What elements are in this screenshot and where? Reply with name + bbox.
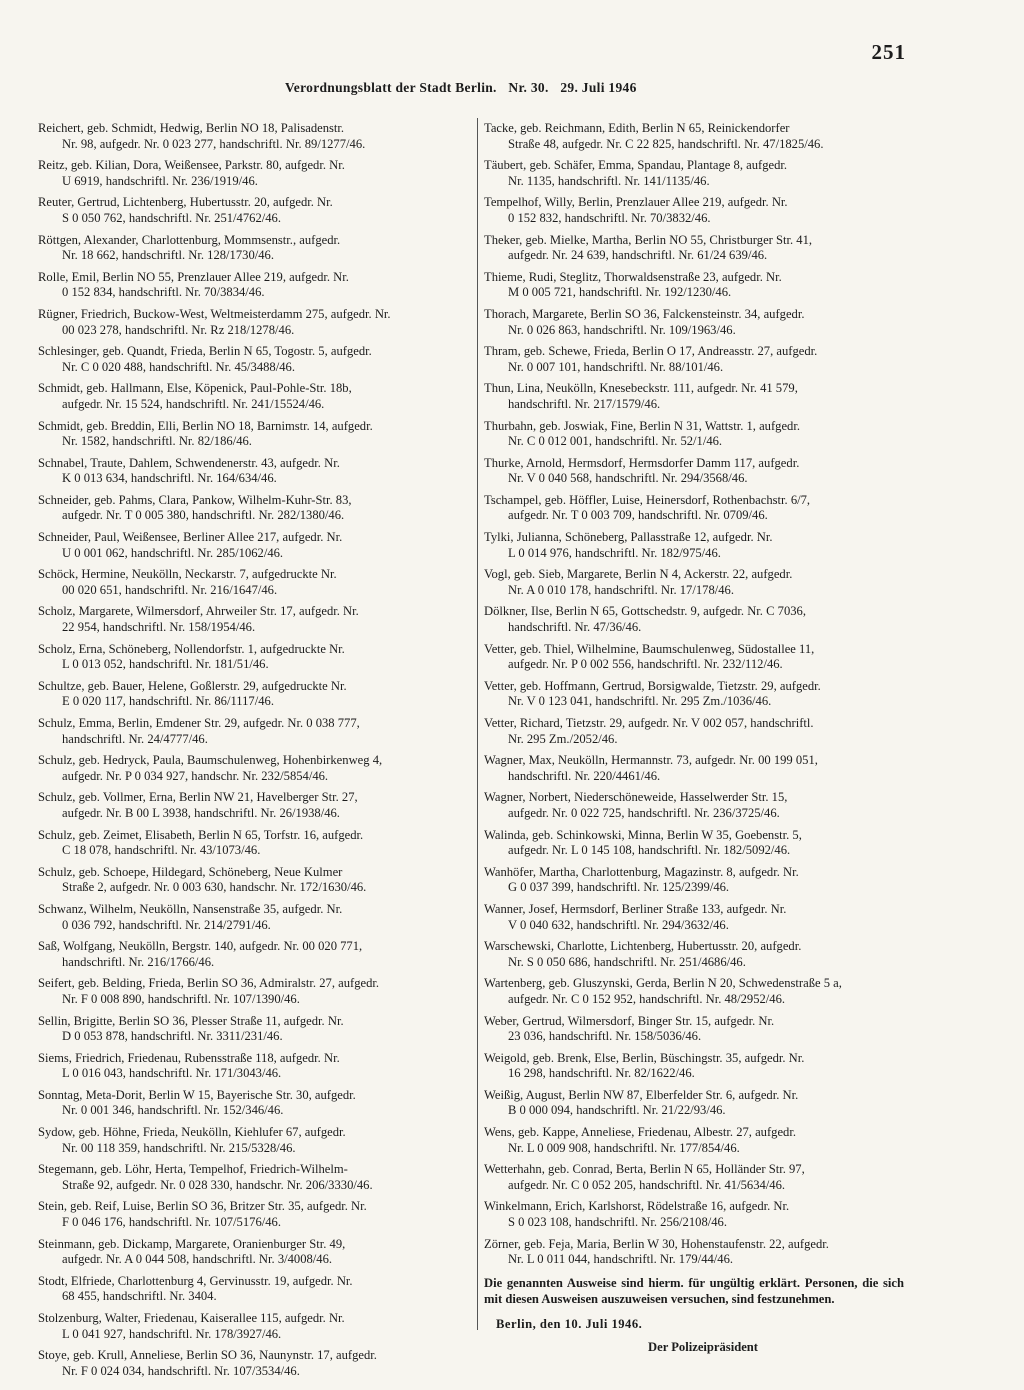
entry-line-2: 0 036 792, handschriftl. Nr. 214/2791/46.	[62, 917, 271, 932]
entry-line-1: Wens, geb. Kappe, Anneliese, Friedenau, Albestr. 27, aufgedr.	[484, 1125, 797, 1140]
entry-line-2: 22 954, handschriftl. Nr. 158/1954/46.	[62, 620, 256, 635]
entry-line-1: Scholz, Erna, Schöneberg, Nollendorfstr. 1, aufgedruckte Nr.	[38, 641, 345, 656]
entry-line-1: Stodt, Elfriede, Charlottenburg 4, Gervinusstr. 19, aufgedr. Nr.	[38, 1273, 353, 1288]
entry-line-1: Vetter, geb. Hoffmann, Gertrud, Borsigwalde, Tietzstr. 29, aufgedr.	[484, 678, 821, 693]
register-entry	[484, 1237, 904, 1268]
entry-line-2: Nr. 1582, handschriftl. Nr. 82/186/46.	[62, 434, 252, 449]
entry-line-1: Tempelhof, Willy, Berlin, Prenzlauer Allee 219, aufgedr. Nr.	[484, 195, 788, 210]
entry-line-2: Nr. 1135, handschriftl. Nr. 141/1135/46.	[508, 173, 710, 188]
entry-line-1: Vetter, geb. Thiel, Wilhelmine, Baumschulenweg, Südostallee 11,	[484, 641, 815, 656]
register-entry	[484, 1051, 904, 1082]
entry-line-1: Theker, geb. Mielke, Martha, Berlin NO 55, Christburger Str. 41,	[484, 232, 813, 247]
register-entry	[38, 456, 458, 487]
entry-line-1: Reitz, geb. Kilian, Dora, Weißensee, Parkstr. 80, aufgedr. Nr.	[38, 158, 345, 173]
entry-line-2: aufgedr. Nr. P 0 002 556, handschriftl. Nr. 232/112/46.	[508, 657, 783, 672]
page-number: 251	[871, 40, 906, 64]
register-entry	[484, 865, 904, 896]
entry-line-2: Nr. C 0 012 001, handschriftl. Nr. 52/1/46.	[508, 434, 723, 449]
entry-line-2: U 0 001 062, handschriftl. Nr. 285/1062/46.	[62, 545, 284, 560]
entry-line-2: S 0 050 762, handschriftl. Nr. 251/4762/46.	[62, 210, 281, 225]
register-entry	[38, 381, 458, 412]
entry-line-2: F 0 046 176, handschriftl. Nr. 107/5176/46.	[62, 1215, 281, 1230]
right-entries	[484, 121, 904, 1268]
entry-line-1: Thurbahn, geb. Joswiak, Fine, Berlin N 31, Wattstr. 1, aufgedr.	[484, 418, 800, 433]
entry-line-1: Walinda, geb. Schinkowski, Minna, Berlin W 35, Goebenstr. 5,	[484, 827, 802, 842]
entry-line-1: Schultze, geb. Bauer, Helene, Goßlerstr. 29, aufgedruckte Nr.	[38, 678, 347, 693]
right-column	[484, 121, 904, 1356]
entry-line-2: L 0 041 927, handschriftl. Nr. 178/3927/46.	[62, 1326, 282, 1341]
entry-line-2: Straße 92, aufgedr. Nr. 0 028 330, handschr. Nr. 206/3330/46.	[62, 1177, 373, 1192]
entry-line-2: Nr. 295 Zm./2052/46.	[508, 731, 618, 746]
entry-line-1: Stoye, geb. Krull, Anneliese, Berlin SO 36, Naunynstr. 17, aufgedr.	[38, 1348, 377, 1363]
register-entry	[38, 1348, 458, 1379]
register-entry	[38, 1051, 458, 1082]
entry-line-1: Vogl, geb. Sieb, Margarete, Berlin N 4, Ackerstr. 22, aufgedr.	[484, 567, 793, 582]
entry-line-2: Nr. 0 001 346, handschriftl. Nr. 152/346/46.	[62, 1103, 284, 1118]
entry-line-2: B 0 000 094, handschriftl. Nr. 21/22/93/46.	[508, 1103, 726, 1118]
entry-line-1: Weißig, August, Berlin NW 87, Elberfelder Str. 6, aufgedr. Nr.	[484, 1087, 799, 1102]
register-entry	[38, 567, 458, 598]
register-entry	[484, 530, 904, 561]
entry-line-2: handschriftl. Nr. 24/4777/46.	[62, 731, 208, 746]
entry-line-1: Warschewski, Charlotte, Lichtenberg, Hubertusstr. 20, aufgedr.	[484, 939, 802, 954]
entry-line-1: Tylki, Julianna, Schöneberg, Pallasstraße 12, aufgedr. Nr.	[484, 530, 773, 545]
entry-line-1: Schulz, geb. Vollmer, Erna, Berlin NW 21, Havelberger Str. 27,	[38, 790, 358, 805]
entry-line-2: aufgedr. Nr. 24 639, handschriftl. Nr. 61/24 639/46.	[508, 248, 768, 263]
register-entry	[484, 233, 904, 264]
entry-line-1: Wanhöfer, Martha, Charlottenburg, Magazinstr. 8, aufgedr. Nr.	[484, 864, 799, 879]
entry-line-2: L 0 014 976, handschriftl. Nr. 182/975/46.	[508, 545, 721, 560]
entry-line-2: G 0 037 399, handschriftl. Nr. 125/2399/46.	[508, 880, 730, 895]
entry-line-1: Stegemann, geb. Löhr, Herta, Tempelhof, Friedrich-Wilhelm-	[38, 1162, 348, 1177]
entry-line-2: 16 298, handschriftl. Nr. 82/1622/46.	[508, 1066, 695, 1081]
entry-line-2: L 0 016 043, handschriftl. Nr. 171/3043/46.	[62, 1066, 282, 1081]
entry-line-2: Straße 48, aufgedr. Nr. C 22 825, handschriftl. Nr. 47/1825/46.	[508, 136, 824, 151]
entry-line-2: V 0 040 632, handschriftl. Nr. 294/3632/46.	[508, 917, 729, 932]
column-divider	[477, 118, 478, 1330]
entry-line-1: Wanner, Josef, Hermsdorf, Berliner Straße 133, aufgedr. Nr.	[484, 901, 787, 916]
entry-line-2: Nr. 00 118 359, handschriftl. Nr. 215/5328/46.	[62, 1140, 296, 1155]
entry-line-1: Schöck, Hermine, Neukölln, Neckarstr. 7, aufgedruckte Nr.	[38, 567, 337, 582]
register-entry	[38, 1125, 458, 1156]
register-entry	[38, 716, 458, 747]
entry-line-2: 0 152 834, handschriftl. Nr. 70/3834/46.	[62, 285, 265, 300]
register-entry	[484, 642, 904, 673]
entry-line-1: Schmidt, geb. Breddin, Elli, Berlin NO 18, Barnimstr. 14, aufgedr.	[38, 418, 373, 433]
entry-line-1: Schulz, geb. Schoepe, Hildegard, Schöneberg, Neue Kulmer	[38, 864, 343, 879]
register-entry	[484, 195, 904, 226]
entry-line-2: Nr. L 0 009 908, handschriftl. Nr. 177/854/46.	[508, 1140, 740, 1155]
register-entry	[38, 195, 458, 226]
register-entry	[484, 716, 904, 747]
entry-line-2: aufgedr. Nr. T 0 003 709, handschriftl. Nr. 0709/46.	[508, 508, 768, 523]
entry-line-2: S 0 023 108, handschriftl. Nr. 256/2108/46.	[508, 1215, 727, 1230]
entry-line-1: Sydow, geb. Höhne, Frieda, Neukölln, Kiehlufer 67, aufgedr.	[38, 1125, 346, 1140]
register-entry	[38, 493, 458, 524]
issue-number: Nr. 30.	[508, 80, 549, 95]
signature: Der Polizeipräsident	[648, 1340, 758, 1354]
register-entry	[38, 642, 458, 673]
register-entry	[484, 493, 904, 524]
register-entry	[38, 865, 458, 896]
entry-line-1: Stein, geb. Reif, Luise, Berlin SO 36, Britzer Str. 35, aufgedr. Nr.	[38, 1199, 367, 1214]
register-entry	[38, 158, 458, 189]
publication-title: Verordnungsblatt der Stadt Berlin.	[285, 80, 497, 95]
register-entry	[38, 1162, 458, 1193]
entry-line-1: Rügner, Friedrich, Buckow-West, Weltmeisterdamm 275, aufgedr. Nr.	[38, 306, 391, 321]
page-header	[285, 80, 645, 96]
entry-line-2: K 0 013 634, handschriftl. Nr. 164/634/46.	[62, 471, 277, 486]
left-column	[38, 121, 458, 1385]
entry-line-2: E 0 020 117, handschriftl. Nr. 86/1117/46.	[62, 694, 274, 709]
register-entry	[38, 530, 458, 561]
entry-line-2: D 0 053 878, handschriftl. Nr. 3311/231/46.	[62, 1029, 283, 1044]
entry-line-1: Wetterhahn, geb. Conrad, Berta, Berlin N 65, Holländer Str. 97,	[484, 1162, 805, 1177]
entry-line-1: Reichert, geb. Schmidt, Hedwig, Berlin NO 18, Palisadenstr.	[38, 121, 345, 135]
entry-line-2: aufgedr. Nr. P 0 034 927, handschr. Nr. 232/5854/46.	[62, 768, 329, 783]
entry-line-2: 00 023 278, handschriftl. Nr. Rz 218/1278/46.	[62, 322, 295, 337]
register-entry	[484, 1162, 904, 1193]
register-entry	[38, 1014, 458, 1045]
entry-line-2: 23 036, handschriftl. Nr. 158/5036/46.	[508, 1029, 702, 1044]
register-entry	[484, 456, 904, 487]
entry-line-1: Thun, Lina, Neukölln, Knesebeckstr. 111, aufgedr. Nr. 41 579,	[484, 381, 798, 396]
entry-line-1: Schulz, geb. Zeimet, Elisabeth, Berlin N 65, Torfstr. 16, aufgedr.	[38, 827, 364, 842]
register-entry	[484, 939, 904, 970]
entry-line-2: aufgedr. Nr. B 00 L 3938, handschriftl. Nr. 26/1938/46.	[62, 805, 340, 820]
entry-line-1: Winkelmann, Erich, Karlshorst, Rödelstraße 16, aufgedr. Nr.	[484, 1199, 790, 1214]
entry-line-2: Nr. L 0 011 044, handschriftl. Nr. 179/44/46.	[508, 1252, 734, 1267]
entry-line-2: handschriftl. Nr. 217/1579/46.	[508, 396, 661, 411]
register-entry	[38, 1311, 458, 1342]
entry-line-2: U 6919, handschriftl. Nr. 236/1919/46.	[62, 173, 258, 188]
register-entry	[484, 1199, 904, 1230]
entry-line-2: 0 152 832, handschriftl. Nr. 70/3832/46.	[508, 210, 711, 225]
entry-line-1: Vetter, Richard, Tietzstr. 29, aufgedr. Nr. V 002 057, handschriftl.	[484, 716, 814, 730]
entry-line-2: Nr. A 0 010 178, handschriftl. Nr. 17/178/46.	[508, 582, 734, 597]
register-entry	[484, 158, 904, 189]
register-entry	[484, 567, 904, 598]
entry-line-1: Schnabel, Traute, Dahlem, Schwendenerstr. 43, aufgedr. Nr.	[38, 455, 340, 470]
entry-line-1: Schlesinger, geb. Quandt, Frieda, Berlin N 65, Togostr. 5, aufgedr.	[38, 344, 372, 359]
entry-line-2: Nr. V 0 123 041, handschriftl. Nr. 295 Zm./1036/46.	[508, 694, 772, 709]
register-entry	[38, 1274, 458, 1305]
entry-line-1: Wagner, Norbert, Niederschöneweide, Hasselwerder Str. 15,	[484, 790, 788, 805]
entry-line-2: L 0 013 052, handschriftl. Nr. 181/51/46.	[62, 657, 269, 672]
entry-line-1: Thurke, Arnold, Hermsdorf, Hermsdorfer Damm 117, aufgedr.	[484, 455, 800, 470]
register-entry	[38, 419, 458, 450]
entry-line-1: Siems, Friedrich, Friedenau, Rubensstraße 118, aufgedr. Nr.	[38, 1050, 340, 1065]
entry-line-1: Steinmann, geb. Dickamp, Margarete, Oranienburger Str. 49,	[38, 1236, 346, 1251]
register-entry	[38, 344, 458, 375]
entry-line-1: Thram, geb. Schewe, Frieda, Berlin O 17, Andreasstr. 27, aufgedr.	[484, 344, 818, 359]
entry-line-2: handschriftl. Nr. 216/1766/46.	[62, 954, 215, 969]
entry-line-1: Scholz, Margarete, Wilmersdorf, Ahrweiler Str. 17, aufgedr. Nr.	[38, 604, 359, 619]
entry-line-1: Schneider, Paul, Weißensee, Berliner Allee 217, aufgedr. Nr.	[38, 530, 343, 545]
entry-line-2: Nr. F 0 008 890, handschriftl. Nr. 107/1390/46.	[62, 991, 300, 1006]
entry-line-2: Nr. C 0 020 488, handschriftl. Nr. 45/3488/46.	[62, 359, 295, 374]
entry-line-2: Nr. 0 007 101, handschriftl. Nr. 88/101/46.	[508, 359, 724, 374]
entry-line-2: Nr. V 0 040 568, handschriftl. Nr. 294/3568/46.	[508, 471, 748, 486]
entry-line-1: Dölkner, Ilse, Berlin N 65, Gottschedstr. 9, aufgedr. Nr. C 7036,	[484, 604, 806, 619]
register-entry	[38, 753, 458, 784]
entry-line-2: handschriftl. Nr. 220/4461/46.	[508, 768, 661, 783]
register-entry	[484, 1125, 904, 1156]
entry-line-2: aufgedr. Nr. A 0 044 508, handschriftl. Nr. 3/4008/46.	[62, 1252, 333, 1267]
entry-line-2: 68 455, handschriftl. Nr. 3404.	[62, 1289, 217, 1304]
entry-line-2: Nr. 0 026 863, handschriftl. Nr. 109/1963/46.	[508, 322, 736, 337]
register-entry	[484, 270, 904, 301]
entry-line-2: aufgedr. Nr. C 0 052 205, handschriftl. Nr. 41/5634/46.	[508, 1177, 786, 1192]
register-entry	[38, 121, 458, 152]
entry-line-2: aufgedr. Nr. L 0 145 108, handschriftl. Nr. 182/5092/46.	[508, 843, 791, 858]
register-entry	[484, 976, 904, 1007]
entry-line-1: Sellin, Brigitte, Berlin SO 36, Plesser Straße 11, aufgedr. Nr.	[38, 1013, 344, 1028]
entry-line-2: Nr. 98, aufgedr. Nr. 0 023 277, handschriftl. Nr. 89/1277/46.	[62, 136, 366, 151]
entry-line-1: Reuter, Gertrud, Lichtenberg, Hubertusstr. 20, aufgedr. Nr.	[38, 195, 333, 210]
entry-line-1: Weigold, geb. Brenk, Else, Berlin, Büschingstr. 35, aufgedr. Nr.	[484, 1050, 805, 1065]
entry-line-1: Wagner, Max, Neukölln, Hermannstr. 73, aufgedr. Nr. 00 199 051,	[484, 753, 818, 768]
register-entry	[484, 1088, 904, 1119]
entry-line-1: Schmidt, geb. Hallmann, Else, Köpenick, Paul-Pohle-Str. 18b,	[38, 381, 352, 396]
register-entry	[38, 1199, 458, 1230]
register-entry	[38, 790, 458, 821]
place-date: Berlin, den 10. Juli 1946.	[496, 1317, 643, 1332]
register-entry	[38, 1088, 458, 1119]
register-entry	[38, 307, 458, 338]
entry-line-1: Rolle, Emil, Berlin NO 55, Prenzlauer Allee 219, aufgedr. Nr.	[38, 269, 349, 284]
entry-line-1: Schwanz, Wilhelm, Neukölln, Nansenstraße 35, aufgedr. Nr.	[38, 901, 343, 916]
register-entry	[484, 828, 904, 859]
register-entry	[38, 604, 458, 635]
entry-line-2: C 18 078, handschriftl. Nr. 43/1073/46.	[62, 843, 261, 858]
entry-line-1: Thieme, Rudi, Steglitz, Thorwaldsenstraße 23, aufgedr. Nr.	[484, 269, 782, 284]
entry-line-2: Nr. S 0 050 686, handschriftl. Nr. 251/4686/46.	[508, 954, 746, 969]
register-entry	[484, 419, 904, 450]
register-entry	[484, 344, 904, 375]
register-entry	[484, 902, 904, 933]
register-entry	[38, 679, 458, 710]
entry-line-1: Tschampel, geb. Höffler, Luise, Heinersdorf, Rothenbachstr. 6/7,	[484, 492, 811, 507]
register-entry	[484, 307, 904, 338]
entry-line-1: Sonntag, Meta-Dorit, Berlin W 15, Bayerische Str. 30, aufgedr.	[38, 1087, 356, 1102]
entry-line-1: Stolzenburg, Walter, Friedenau, Kaiserallee 115, aufgedr. Nr.	[38, 1311, 345, 1325]
entry-line-1: Thorach, Margarete, Berlin SO 36, Falckensteinstr. 34, aufgedr.	[484, 306, 805, 321]
entry-line-1: Schneider, geb. Pahms, Clara, Pankow, Wilhelm-Kuhr-Str. 83,	[38, 492, 352, 507]
register-entry	[484, 1014, 904, 1045]
entry-line-2: aufgedr. Nr. 15 524, handschriftl. Nr. 241/15524/46.	[62, 396, 325, 411]
register-entry	[38, 976, 458, 1007]
entry-line-1: Täubert, geb. Schäfer, Emma, Spandau, Plantage 8, aufgedr.	[484, 158, 788, 173]
register-entry	[38, 902, 458, 933]
entry-line-1: Seifert, geb. Belding, Frieda, Berlin SO 36, Admiralstr. 27, aufgedr.	[38, 976, 380, 991]
entry-line-1: Zörner, geb. Feja, Maria, Berlin W 30, Hohenstaufenstr. 22, aufgedr.	[484, 1236, 829, 1251]
entry-line-1: Schulz, geb. Hedryck, Paula, Baumschulenweg, Hohenbirkenweg 4,	[38, 753, 383, 768]
register-entry	[484, 790, 904, 821]
entry-line-1: Tacke, geb. Reichmann, Edith, Berlin N 65, Reinickendorfer	[484, 121, 790, 135]
register-entry	[484, 679, 904, 710]
notice-text: Die genannten Ausweise sind hierm. für ungültig erklärt. Personen, die sich mit diesen Ausweisen auszuweisen versuchen, sind festzunehmen.	[484, 1275, 904, 1306]
register-entry	[484, 753, 904, 784]
register-entry	[38, 1237, 458, 1268]
entry-line-2: aufgedr. Nr. T 0 005 380, handschriftl. Nr. 282/1380/46.	[62, 508, 345, 523]
entry-line-2: aufgedr. Nr. C 0 152 952, handschriftl. Nr. 48/2952/46.	[508, 991, 786, 1006]
register-entry	[38, 939, 458, 970]
entry-line-1: Röttgen, Alexander, Charlottenburg, Mommsenstr., aufgedr.	[38, 232, 341, 247]
entry-line-2: 00 020 651, handschriftl. Nr. 216/1647/46.	[62, 582, 278, 597]
entry-line-2: M 0 005 721, handschriftl. Nr. 192/1230/46.	[508, 285, 732, 300]
entry-line-2: Straße 2, aufgedr. Nr. 0 003 630, handschr. Nr. 172/1630/46.	[62, 880, 367, 895]
register-entry	[484, 604, 904, 635]
entry-line-2: aufgedr. Nr. 0 022 725, handschriftl. Nr. 236/3725/46.	[508, 805, 780, 820]
entry-line-1: Schulz, Emma, Berlin, Emdener Str. 29, aufgedr. Nr. 0 038 777,	[38, 716, 360, 730]
register-entry	[484, 381, 904, 412]
register-entry	[38, 270, 458, 301]
entry-line-1: Weber, Gertrud, Wilmersdorf, Binger Str. 15, aufgedr. Nr.	[484, 1013, 775, 1028]
register-entry	[484, 121, 904, 152]
entry-line-1: Saß, Wolfgang, Neukölln, Bergstr. 140, aufgedr. Nr. 00 020 771,	[38, 939, 363, 954]
entry-line-2: Nr. F 0 024 034, handschriftl. Nr. 107/3534/46.	[62, 1363, 300, 1378]
issue-date: 29. Juli 1946	[560, 80, 637, 95]
register-entry	[38, 828, 458, 859]
entry-line-2: Nr. 18 662, handschriftl. Nr. 128/1730/46.	[62, 248, 274, 263]
register-entry	[38, 233, 458, 264]
entry-line-1: Wartenberg, geb. Gluszynski, Gerda, Berlin N 20, Schwedenstraße 5 a,	[484, 976, 842, 991]
entry-line-2: handschriftl. Nr. 47/36/46.	[508, 620, 642, 635]
